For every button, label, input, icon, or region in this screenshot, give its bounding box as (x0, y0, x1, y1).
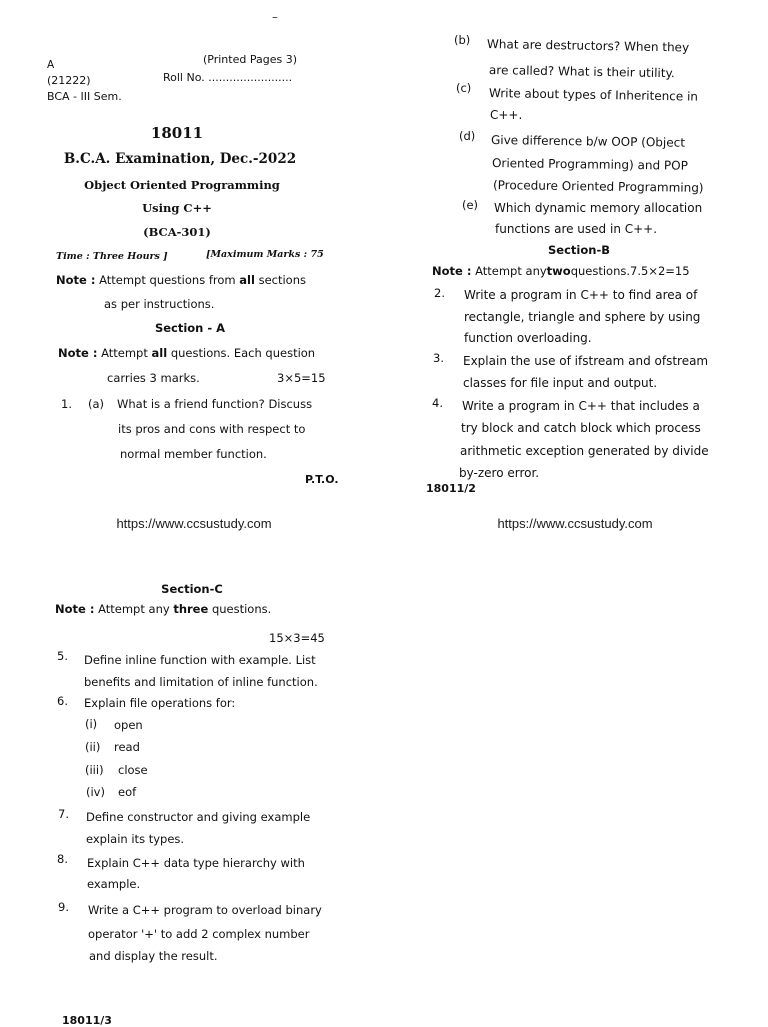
section-b-heading: Section-B (548, 243, 610, 257)
q1e-line-1: Which dynamic memory allocation (494, 201, 703, 215)
sa-note-emphasis: all (151, 346, 168, 360)
q1a-label: (a) (88, 397, 105, 411)
page-2-url[interactable]: https://www.ccsustudy.com (497, 516, 653, 531)
section-a-heading: Section - A (154, 321, 226, 335)
q8-line-2: example. (87, 877, 141, 891)
q1c-label: (c) (456, 81, 472, 95)
q1a-line-3: normal member function. (120, 447, 267, 461)
q1d-line-1: Give difference b/w OOP (Object (490, 133, 686, 150)
q7-number: 7. (58, 807, 69, 821)
q5-number: 5. (57, 649, 68, 663)
note-label: Note : (56, 273, 96, 287)
exam-number: 18011 (150, 124, 204, 142)
q5-line-1: Define inline function with example. List (84, 653, 316, 667)
q8-line-1: Explain C++ data type hierarchy with (87, 856, 305, 870)
q2-line-2: rectangle, triangle and sphere by using (464, 310, 701, 324)
sc-note-label: Note : (55, 602, 95, 616)
sb-note-emphasis: two (546, 264, 571, 278)
series-letter: A (47, 59, 55, 71)
sc-note-emphasis: three (173, 602, 209, 616)
pto: P.T.O. (305, 473, 339, 486)
sb-note-text-end: questions.7.5×2=15 (570, 264, 690, 278)
time-label: Time : Three Hours ] (56, 251, 168, 262)
top-dash: – (272, 10, 278, 24)
sb-note-text: Attempt any (475, 264, 547, 278)
q4-line-3: arithmetic exception generated by divide (460, 444, 709, 458)
q1e-label: (e) (462, 198, 479, 212)
general-note (56, 273, 306, 287)
q6-item-text: open (114, 718, 143, 732)
subject-line-1: Object Oriented Programming (84, 178, 280, 192)
course-code: (BCA-301) (143, 225, 211, 239)
q1a-line-2: its pros and cons with respect to (118, 422, 306, 436)
q2-line-1: Write a program in C++ to find area of (464, 288, 698, 302)
sc-note-text-end: questions. (211, 602, 272, 616)
q1d-label: (d) (459, 129, 476, 143)
q1-number: 1. (61, 397, 72, 411)
sc-note-text: Attempt any (98, 602, 170, 616)
q4-line-2: try block and catch block which process (461, 421, 701, 435)
q7-line-2: explain its types. (86, 832, 185, 846)
q1c-line-1: Write about types of Inheritence in (488, 86, 699, 104)
q9-line-1: Write a C++ program to overload binary (88, 903, 322, 917)
page-3-footer: 18011/3 (62, 1014, 112, 1027)
q6-item-text: close (118, 763, 148, 777)
q6-item-label: (ii) (85, 740, 101, 754)
section-a-note (58, 346, 315, 360)
sa-note-line-2: carries 3 marks. (107, 371, 200, 385)
q1d-line-2: Oriented Programming) and POP (491, 156, 688, 173)
q6-item-label: (iv) (86, 785, 105, 799)
q9-line-3: and display the result. (89, 949, 218, 963)
roll-no: Roll No. ........................ (163, 71, 293, 84)
sa-note-label: Note : (58, 346, 98, 360)
note-text: Attempt questions from (99, 273, 236, 287)
sa-marks: 3×5=15 (277, 371, 326, 385)
q2-number: 2. (434, 286, 445, 300)
q1c-line-2: C++. (490, 108, 523, 122)
page-2-footer: 18011/2 (426, 482, 476, 495)
exam-title: B.C.A. Examination, Dec.-2022 (63, 151, 297, 167)
q2-line-3: function overloading. (464, 331, 592, 345)
q1d-line-3: (Procedure Oriented Programming) (492, 178, 704, 195)
max-marks: [Maximum Marks : 75 (206, 249, 324, 260)
printed-pages: (Printed Pages 3) (203, 53, 297, 66)
q6-item-label: (i) (85, 717, 98, 731)
q1b-label: (b) (454, 33, 471, 47)
paper-code: (21222) (47, 74, 91, 87)
q6-line-1: Explain file operations for: (84, 696, 236, 710)
q9-number: 9. (58, 900, 69, 914)
q3-line-1: Explain the use of ifstream and ofstream (463, 354, 709, 368)
sa-note-text: Attempt (101, 346, 148, 360)
page-1-url[interactable]: https://www.ccsustudy.com (116, 516, 272, 531)
class-label: BCA - III Sem. (47, 90, 122, 103)
section-c-heading: Section-C (161, 582, 223, 596)
q6-number: 6. (57, 694, 68, 708)
q5-line-2: benefits and limitation of inline function. (84, 675, 318, 689)
subject-line-2: Using C++ (142, 201, 212, 215)
sa-note-text-end: questions. Each question (170, 346, 316, 360)
q9-line-2: operator '+' to add 2 complex number (88, 927, 310, 941)
q1b-line-2: are called? What is their utility. (488, 63, 675, 81)
q1e-line-2: functions are used in C++. (495, 222, 658, 236)
q6-item-text: read (114, 740, 140, 754)
q7-line-1: Define constructor and giving example (86, 810, 311, 824)
q3-line-2: classes for file input and output. (463, 376, 658, 390)
q8-number: 8. (57, 852, 68, 866)
section-c-note (55, 602, 271, 616)
note-text-end: sections (258, 273, 307, 287)
section-b-note (432, 264, 690, 278)
q1a-line-1: What is a friend function? Discuss (117, 397, 313, 411)
q4-line-4: by-zero error. (459, 466, 540, 480)
q3-number: 3. (433, 351, 444, 365)
sb-note-label: Note : (432, 264, 472, 278)
sc-marks: 15×3=45 (269, 631, 325, 645)
q6-item-label: (iii) (85, 763, 104, 777)
q4-line-1: Write a program in C++ that includes a (462, 399, 700, 413)
note-line-2: as per instructions. (104, 297, 215, 311)
q1b-line-1: What are destructors? When they (486, 37, 690, 55)
q4-number: 4. (432, 396, 443, 410)
note-emphasis: all (239, 273, 255, 287)
q6-item-text: eof (118, 785, 137, 799)
